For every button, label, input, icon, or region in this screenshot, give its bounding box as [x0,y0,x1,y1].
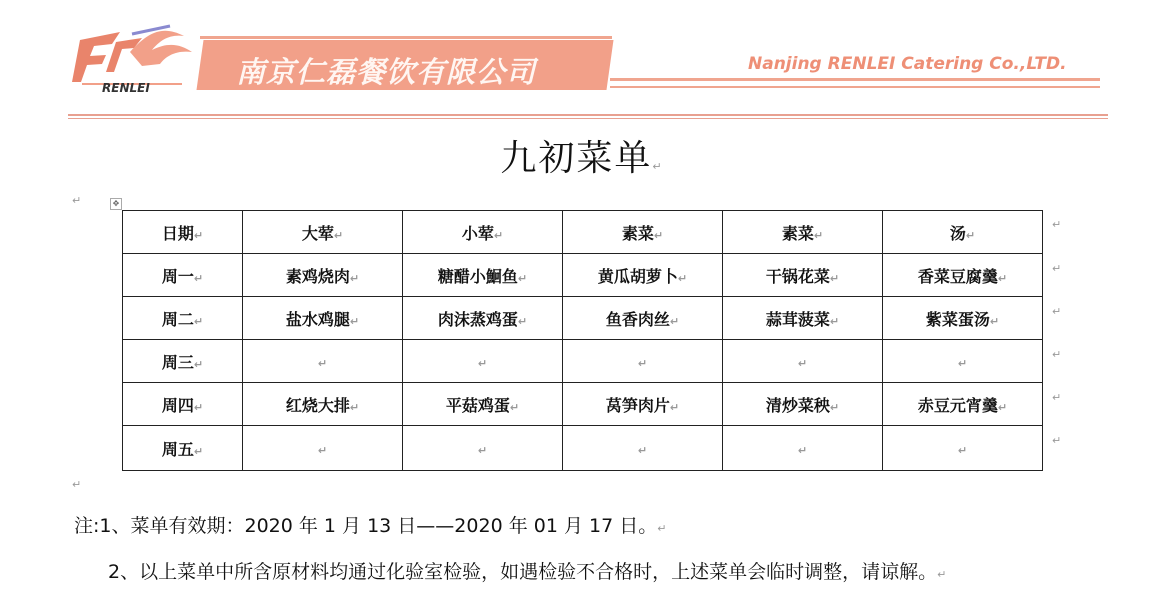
row-end-mark: ↵ [1052,391,1062,404]
table-cell: ↵ [723,340,883,383]
table-cell: 周五↵ [123,426,243,471]
table-cell: ↵ [403,426,563,471]
table-cell: 周一↵ [123,254,243,297]
table-cell: 平菇鸡蛋↵ [403,383,563,426]
table-row [123,254,1043,297]
table-cell: ↵ [243,426,403,471]
header-rule [68,118,1108,119]
table-cell: ↵ [563,340,723,383]
page-title: 九初菜单↵ [500,138,664,179]
table-header-cell: 小荤↵ [403,211,563,254]
company-logo [72,22,200,94]
table-cell: 周二↵ [123,297,243,340]
table-cell: 肉沫蒸鸡蛋↵ [403,297,563,340]
table-cell: 盐水鸡腿↵ [243,297,403,340]
table-cell: 糖醋小鮰鱼↵ [403,254,563,297]
row-end-mark: ↵ [1052,434,1062,447]
table-header-cell: 日期↵ [123,211,243,254]
row-end-mark: ↵ [1052,348,1062,361]
table-cell: ↵ [883,340,1043,383]
menu-table [122,210,1043,471]
table-cell: ↵ [883,426,1043,471]
row-end-mark: ↵ [1052,262,1062,275]
table-cell: 紫菜蛋汤↵ [883,297,1043,340]
table-header-cell: 素菜↵ [563,211,723,254]
company-name-en: Nanjing RENLEI Catering Co.,LTD. [748,54,1067,74]
table-header-cell: 素菜↵ [723,211,883,254]
table-cell: 周三↵ [123,340,243,383]
table-cell: 赤豆元宵羹↵ [883,383,1043,426]
table-cell: 周四↵ [123,383,243,426]
banner-stripe [610,78,1100,81]
table-cell: 黄瓜胡萝卜↵ [563,254,723,297]
company-name-cn: 南京仁磊餐饮有限公司 [236,55,537,89]
table-row [123,297,1043,340]
table-cell: 清炒菜秧↵ [723,383,883,426]
table-cell: 干锅花菜↵ [723,254,883,297]
table-cell: ↵ [403,340,563,383]
paragraph-mark: ↵ [72,194,82,207]
logo-text: RENLEI [102,81,150,94]
table-header-cell: 大荤↵ [243,211,403,254]
table-row [123,383,1043,426]
table-cell: 香菜豆腐羹↵ [883,254,1043,297]
table-row [123,340,1043,383]
table-cell: 素鸡烧肉↵ [243,254,403,297]
header-rule [68,114,1108,116]
table-cell: 红烧大排↵ [243,383,403,426]
banner-stripe [610,86,1100,88]
table-move-handle[interactable]: ✥ [110,198,122,210]
table-header-row [123,211,1043,254]
table-row [123,426,1043,471]
table-header-cell: 汤↵ [883,211,1043,254]
table-cell: 鱼香肉丝↵ [563,297,723,340]
banner-stripe [200,36,612,39]
table-cell: ↵ [243,340,403,383]
table-cell: ↵ [723,426,883,471]
table-cell: 莴笋肉片↵ [563,383,723,426]
letterhead [0,0,1164,125]
row-end-mark: ↵ [1052,218,1062,231]
row-end-mark: ↵ [1052,305,1062,318]
table-cell: 蒜茸菠菜↵ [723,297,883,340]
menu-table-wrap [122,210,1043,471]
table-cell: ↵ [563,426,723,471]
paragraph-mark: ↵ [72,478,82,491]
note-validity: 注:1、菜单有效期：2020 年 1 月 13 日——2020 年 01 月 17 日。↵ [74,515,667,537]
note-adjustment: 2、以上菜单中所含原材料均通过化验室检验，如遇检验不合格时，上述菜单会临时调整，请谅解。↵ [108,561,947,583]
